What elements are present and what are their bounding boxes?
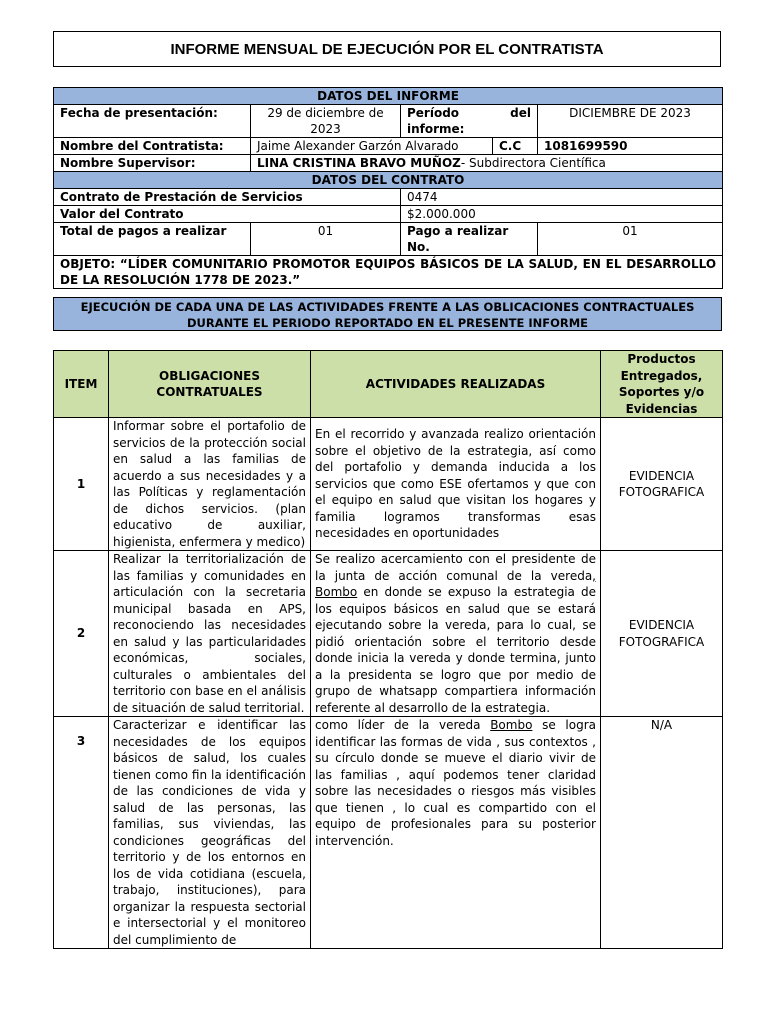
table-row: [54, 717, 723, 949]
contrato-value: 0474: [401, 189, 723, 206]
valor-label: Valor del Contrato: [54, 206, 401, 223]
periodo-label: Período del informe:: [401, 105, 538, 138]
actividad-text: Se realizo acercamiento con el presidente de la junta de acción comunal de la vereda: [315, 552, 596, 583]
row-obligacion: Realizar la territorialización de las familias y comunidades en articulación con la secretaria municipal basada en APS, reconociendo las necesidades en salud y las particularidades económicas, sociales, culturales o ambientales del territorio con base en el análisis de situación de salud territorial.: [109, 551, 311, 717]
periodo-value: DICIEMBRE DE 2023: [538, 105, 723, 138]
row-item: 2: [54, 551, 109, 717]
table-row: [54, 418, 723, 551]
row-evidencia: N/A: [601, 717, 723, 949]
vereda-link[interactable]: , Bombo: [315, 568, 596, 599]
actividad-text: como líder de la vereda: [315, 718, 491, 732]
valor-value: $2.000.000: [401, 206, 723, 223]
contratista-label: Nombre del Contratista:: [54, 138, 251, 155]
header-obligaciones: OBLIGACIONES CONTRATUALES: [109, 351, 311, 418]
contratista-value: Jaime Alexander Garzón Alvarado: [251, 138, 493, 155]
datos-informe-heading: DATOS DEL INFORME: [54, 88, 723, 105]
cc-value: 1081699590: [538, 138, 723, 155]
objeto-text: OBJETO: “LÍDER COMUNITARIO PROMOTOR EQUIPOS BÁSICOS DE LA SALUD, EN EL DESARROLLO DE LA RESOLUCIÓN 1778 DE 2023.”: [54, 256, 723, 289]
row-obligacion: Caracterizar e identificar las necesidades de los equipos básicos de salud, los cuales tienen como fin la identificación de las condiciones de vida y salud de las personas, las familias, sus viviendas, las condiciones geográficas del territorio y de los entornos en los de vida cotidiana (escuela, trabajo, instituciones), para organizar la respuesta sectorial e intersectorial y el monitoreo del cumplimiento de: [109, 717, 311, 949]
actividades-table: [53, 350, 723, 949]
row-actividad: En el recorrido y avanzada realizo orientación sobre el objetivo de la estrategia, así como del portafolio y demanda inducida a los servicios que como ESE ofertamos y que con el equipo en salud que visitan los hogares y familia logramos transformas esas necesidades en oportunidades: [311, 418, 601, 551]
vereda-link[interactable]: Bombo: [490, 718, 533, 732]
supervisor-cell: [251, 155, 723, 172]
actividad-text: en donde se expuso la estrategia de los equipos básicos en salud que se estará ejecutando sobre la vereda, para lo cual, se pidió orientación sobre el territorio desde donde inicia la vereda y donde termina, junto a la presidenta se logro que por medio de grupo de whatsapp compartiera información referente al desarrollo de la estrategia.: [315, 585, 596, 715]
supervisor-role: - Subdirectora Científica: [460, 156, 606, 170]
header-actividades: ACTIVIDADES REALIZADAS: [311, 351, 601, 418]
row-actividad: [311, 551, 601, 717]
row-item: 3: [54, 717, 109, 949]
total-pagos-label: Total de pagos a realizar: [54, 223, 251, 256]
row-obligacion: Informar sobre el portafolio de servicios de la protección social en salud a las familias de acuerdo a sus necesidades y a las Políticas y reglamentación de dichos servicios. (plan educativo de auxiliar, higienista, enfermera y medico): [109, 418, 311, 551]
row-actividad: [311, 717, 601, 949]
supervisor-label: Nombre Supervisor:: [54, 155, 251, 172]
supervisor-name: LINA CRISTINA BRAVO MUÑOZ: [257, 156, 461, 170]
fecha-label: Fecha de presentación:: [54, 105, 251, 138]
cc-label: C.C: [493, 138, 538, 155]
table-row: [54, 551, 723, 717]
row-evidencia: EVIDENCIA FOTOGRAFICA: [601, 551, 723, 717]
total-pagos-value: 01: [251, 223, 401, 256]
fecha-value: 29 de diciembre de 2023: [251, 105, 401, 138]
header-productos: Productos Entregados, Soportes y/o Evidencias: [601, 351, 723, 418]
actividad-text: se logra identificar las formas de vida , sus contextos , su círculo donde se mueve el diario vivir de las familias , aquí podemos tener claridad sobre las necesidades o riesgos más visibles que tienen , lo cual es compartido con el equipo de profesionales para su posterior intervención.: [315, 718, 597, 848]
report-title: INFORME MENSUAL DE EJECUCIÓN POR EL CONTRATISTA: [53, 31, 721, 67]
pago-value: 01: [538, 223, 723, 256]
datos-table: [53, 87, 723, 289]
header-item: ITEM: [54, 351, 109, 418]
datos-contrato-heading: DATOS DEL CONTRATO: [54, 172, 723, 189]
pago-label: Pago a realizar No.: [401, 223, 538, 256]
row-evidencia: EVIDENCIA FOTOGRAFICA: [601, 418, 723, 551]
contrato-label: Contrato de Prestación de Servicios: [54, 189, 401, 206]
row-item: 1: [54, 418, 109, 551]
ejecucion-heading: EJECUCIÓN DE CADA UNA DE LAS ACTIVIDADES FRENTE A LAS OBLICACIONES CONTRACTUALES DURANTE EL PERIODO REPORTADO EN EL PRESENTE INFORME: [53, 297, 722, 331]
